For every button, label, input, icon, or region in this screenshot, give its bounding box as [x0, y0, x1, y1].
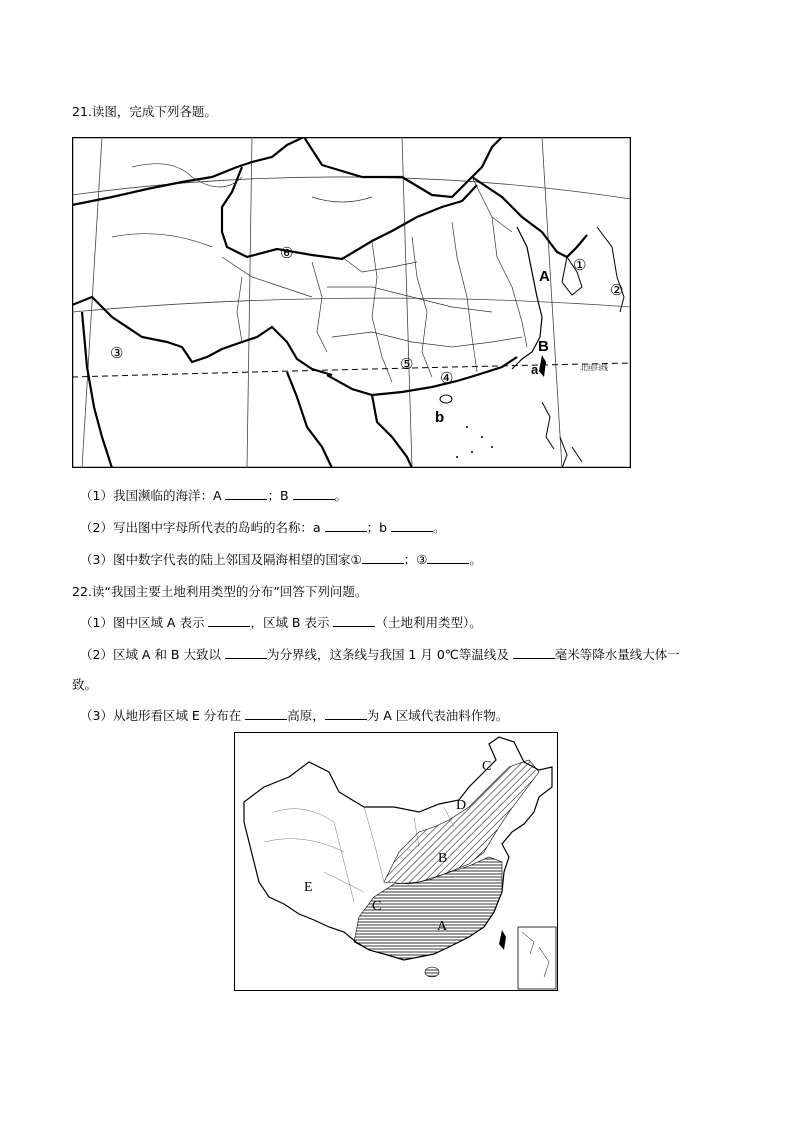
label-B: B — [438, 851, 448, 866]
q21-item-2-mid: ；b — [366, 520, 392, 535]
q21-item-1-post: 。 — [334, 488, 348, 503]
q22-item-2-post: 毫米等降水量线大体一 — [554, 647, 680, 662]
label-C-north: C — [482, 759, 492, 774]
q22-item-3 — [80, 707, 508, 725]
q21-item-3-mid: ；③ — [403, 552, 428, 567]
q21-item-1-text: （1）我国濒临的海洋：A — [80, 488, 226, 503]
answer-blank[interactable] — [333, 614, 375, 627]
answer-blank[interactable] — [513, 646, 555, 659]
label-A: A — [539, 268, 550, 285]
q22-item-1-mid: ，区域 B 表示 — [250, 615, 334, 630]
q22-item-3-mid: 高原， — [287, 708, 325, 723]
label-2: ② — [610, 281, 624, 299]
label-4: ④ — [440, 369, 454, 387]
label-5: ⑤ — [400, 355, 414, 373]
q22-item-1-post: （土地利用类型）。 — [375, 615, 482, 630]
answer-blank[interactable] — [245, 707, 287, 720]
answer-blank[interactable] — [325, 519, 367, 532]
label-a: a — [531, 362, 539, 377]
label-C-west: C — [372, 899, 382, 914]
q21-item-1 — [80, 487, 347, 505]
q22-item-2-mid: 为分界线，这条线与我国 1 月 0℃等温线及 — [266, 647, 513, 662]
answer-blank[interactable] — [225, 487, 267, 500]
hainan-area — [425, 967, 439, 977]
q22-item-1-text: （1）图中区域 A 表示 — [80, 615, 209, 630]
label-6: ⑥ — [280, 244, 294, 262]
label-b: b — [435, 409, 445, 426]
answer-blank[interactable] — [325, 707, 367, 720]
q21-title: 21.读图，完成下列各题。 — [72, 104, 217, 119]
label-A: A — [437, 919, 448, 934]
label-1: ① — [573, 256, 587, 274]
answer-blank[interactable] — [293, 487, 335, 500]
map-china-neighbors — [72, 137, 631, 468]
q22-item-3-post: 为 A 区域代表油料作物。 — [366, 708, 509, 723]
answer-blank[interactable] — [208, 614, 250, 627]
q21-item-3-post: 。 — [469, 552, 482, 567]
q21-item-3-text: （3）图中数字代表的陆上邻国及隔海相望的国家① — [80, 552, 362, 567]
answer-blank[interactable] — [391, 519, 433, 532]
answer-blank[interactable] — [225, 646, 267, 659]
label-tropic: 北回归线 — [580, 364, 608, 372]
south-sea-inset — [518, 927, 556, 989]
answer-blank[interactable] — [427, 551, 469, 564]
label-E: E — [304, 880, 313, 895]
q22-item-2-text: （2）区域 A 和 B 大致以 — [80, 647, 225, 662]
label-3: ③ — [110, 344, 124, 362]
label-D: D — [456, 798, 467, 813]
q22-item-2 — [80, 646, 680, 664]
q21-item-2-text: （2）写出图中字母所代表的岛屿的名称：a — [80, 520, 325, 535]
q21-item-3 — [80, 551, 482, 569]
q21-item-2 — [80, 519, 446, 537]
q22-item-2-cont: 致。 — [72, 677, 98, 692]
label-B: B — [538, 338, 549, 355]
q21-item-2-post: 。 — [433, 520, 446, 535]
q22-item-3-text: （3）从地形看区域 E 分布在 — [80, 708, 246, 723]
answer-blank[interactable] — [362, 551, 404, 564]
q22-title: 22.读“我国主要土地利用类型的分布”回答下列问题。 — [72, 584, 368, 599]
q22-item-1 — [80, 614, 482, 632]
map-land-use — [234, 732, 558, 991]
q21-item-1-mid: ；B — [267, 488, 293, 503]
